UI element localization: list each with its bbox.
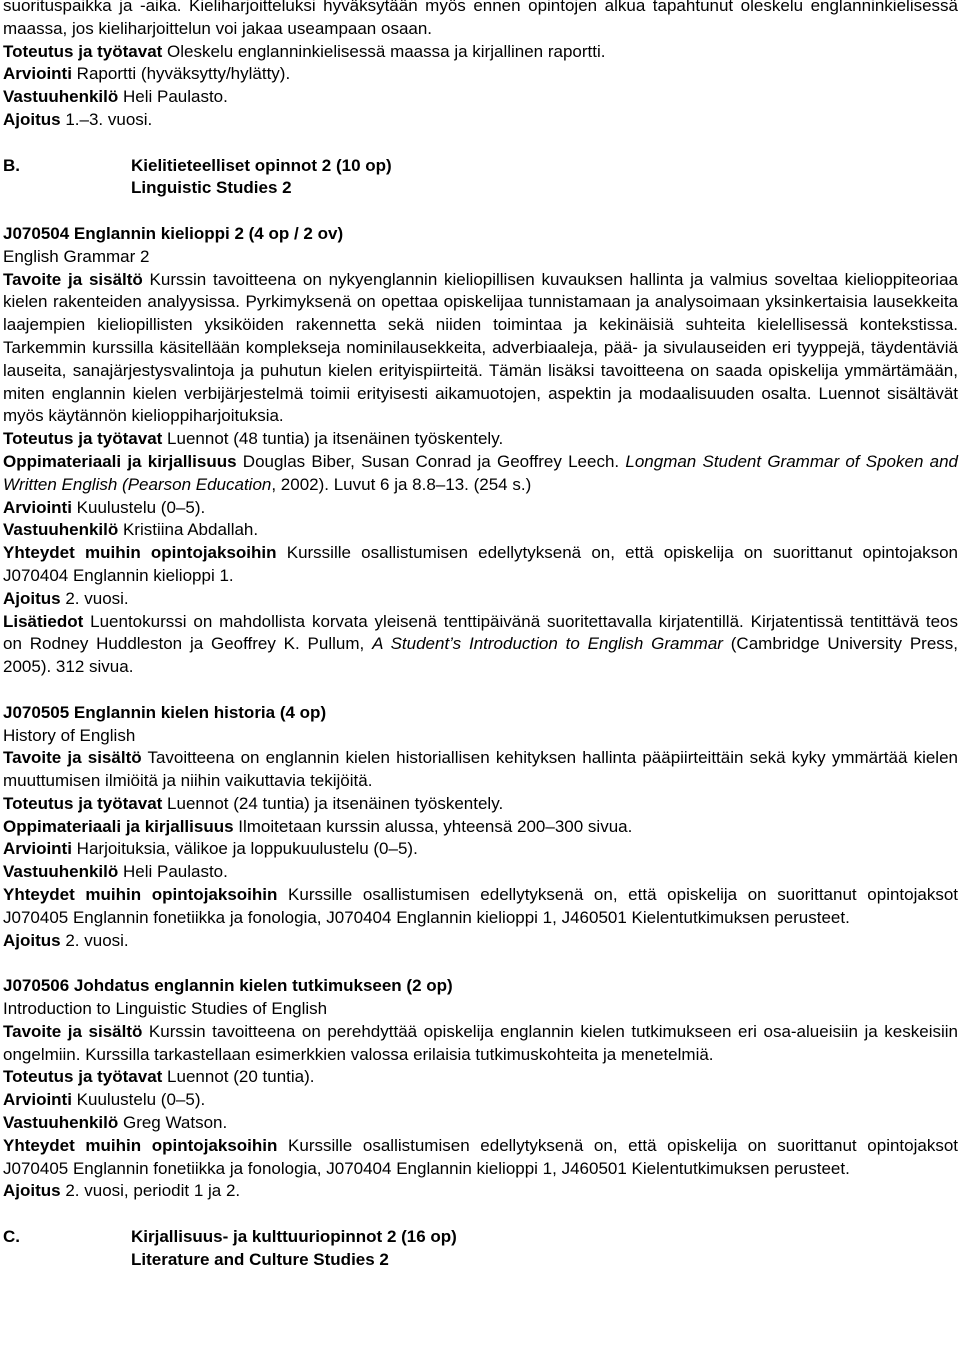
value: 2. vuosi.: [60, 588, 129, 608]
label: Toteutus ja työtavat: [3, 429, 163, 449]
course-tavoite: [3, 747, 958, 793]
label: Vastuuhenkilö: [3, 862, 119, 882]
value: Heli Paulasto.: [118, 87, 228, 107]
label: Toteutus ja työtavat: [3, 793, 163, 813]
value: Tavoitteena on englannin kielen historiallisen kehityksen hallinta pääpiirteittäin sekä kyky ymmärtää kielen muuttumisen ilmiöitä ja niihin vaikuttavia tekijöitä.: [3, 748, 958, 791]
value: Kurssille osallistumisen edellytyksenä on, että opiskelija on suorittanut opintojaksot J070405 Englannin fonetiikka ja fonologia, J070404 Englannin kielioppi 1, J460501 Kielentutkimuksen perusteet.: [3, 885, 959, 927]
value: Heli Paulasto.: [118, 862, 228, 882]
course-yhteydet: [3, 1135, 958, 1181]
course-title: J070506 Johdatus englannin kielen tutkimukseen (2 op): [3, 976, 453, 996]
section-c-heading: [3, 1226, 958, 1272]
label: Lisätiedot: [3, 611, 84, 631]
value: Kristiina Abdallah.: [118, 520, 259, 540]
value: (Cambridge University Press, 2005). 312 sivua.: [3, 634, 959, 677]
course-ajoitus: [3, 588, 958, 611]
course-j070504: [3, 223, 958, 679]
course-english-title: English Grammar 2: [3, 246, 150, 266]
course-vastuu: [3, 861, 958, 884]
course-j070505: [3, 702, 958, 953]
label: Arviointi: [3, 1090, 72, 1110]
course-ajoitus: [3, 1180, 958, 1203]
value: , 2002). Luvut 6 ja 8.8–13. (254 s.): [271, 474, 532, 494]
label: Tavoite ja sisältö: [3, 269, 143, 289]
label: Vastuuhenkilö: [3, 520, 119, 540]
section-letter: C.: [3, 1227, 20, 1247]
course-yhteydet: [3, 884, 958, 930]
course-oppimateriaali: [3, 816, 958, 839]
course-toteutus: [3, 428, 958, 451]
label: Ajoitus: [3, 588, 61, 608]
intro-vastuu: [3, 86, 958, 109]
value: Oleskelu englanninkielisessä maassa ja kirjallinen raportti.: [162, 41, 606, 61]
course-arviointi: [3, 497, 958, 520]
value: Luentokurssi on mahdollista korvata yleisenä tenttipäivänä suoritettavalla kirjatentillä. Kirjatentissä tentittävä teos on Rodney Huddleston ja Geoffrey K. Pullum,: [3, 611, 958, 654]
label: Ajoitus: [3, 930, 61, 950]
course-yhteydet: [3, 542, 958, 588]
course-oppimateriaali: [3, 451, 958, 497]
course-ajoitus: [3, 930, 958, 953]
label: Arviointi: [3, 839, 72, 859]
value: Greg Watson.: [118, 1113, 228, 1133]
label: Yhteydet muihin opintojaksoihin: [3, 885, 278, 905]
intro-paragraph: suorituspaikka ja -aika. Kieliharjoitteluksi hyväksytään myös ennen opintojen alkua tapahtunut oleskelu englanninkielisessä maassa, jos kieliharjoittelun voi jakaa useampaan osaan.: [3, 0, 958, 38]
value: Kurssille osallistumisen edellytyksenä on, että opiskelija on suorittanut opintojakson J070404 Englannin kielioppi 1.: [3, 543, 959, 585]
value: Luennot (48 tuntia) ja itsenäinen työskentely.: [162, 429, 504, 449]
label: Tavoite ja sisältö: [3, 748, 142, 768]
course-arviointi: [3, 1089, 958, 1112]
course-vastuu: [3, 1112, 958, 1135]
value: 1.–3. vuosi.: [60, 109, 153, 129]
course-english-title: Introduction to Linguistic Studies of English: [3, 999, 328, 1019]
value: Douglas Biber, Susan Conrad ja Geoffrey Leech.: [236, 451, 626, 471]
section-title: Kirjallisuus- ja kulttuuriopinnot 2 (16 op): [131, 1227, 457, 1247]
label: Tavoite ja sisältö: [3, 1021, 143, 1041]
book-title: Longman Student Grammar of Spoken and Written English (Pearson Education: [3, 451, 958, 494]
label: Yhteydet muihin opintojaksoihin: [3, 1135, 278, 1155]
section-letter: B.: [3, 155, 20, 175]
course-tavoite: [3, 269, 958, 429]
label: Vastuuhenkilö: [3, 1113, 119, 1133]
course-arviointi: [3, 838, 958, 861]
course-lisatiedot: [3, 611, 958, 679]
value: Ilmoitetaan kurssin alussa, yhteensä 200–300 sivua.: [233, 816, 633, 836]
label: Oppimateriaali ja kirjallisuus: [3, 451, 237, 471]
value: Kurssille osallistumisen edellytyksenä on, että opiskelija on suorittanut opintojaksot J070405 Englannin fonetiikka ja fonologia, J070404 Englannin kielioppi 1, J460501 Kielentutkimuksen perusteet.: [3, 1135, 959, 1178]
course-toteutus: [3, 1066, 958, 1089]
course-title: J070505 Englannin kielen historia (4 op): [3, 702, 327, 722]
label: Oppimateriaali ja kirjallisuus: [3, 816, 234, 836]
value: Harjoituksia, välikoe ja loppukuulustelu (0–5).: [71, 839, 418, 859]
value: Raportti (hyväksytty/hylätty).: [71, 64, 291, 84]
course-tavoite: [3, 1021, 958, 1067]
course-english-title: History of English: [3, 725, 136, 745]
value: Kuulustelu (0–5).: [71, 497, 206, 517]
label: Yhteydet muihin opintojaksoihin: [3, 543, 277, 563]
section-title: Kielitieteelliset opinnot 2 (10 op): [131, 155, 392, 175]
course-vastuu: [3, 519, 958, 542]
intro-toteutus: [3, 41, 958, 64]
course-toteutus: [3, 793, 958, 816]
label: Toteutus ja työtavat: [3, 41, 163, 61]
intro-arviointi: [3, 63, 958, 86]
course-title: J070504 Englannin kielioppi 2 (4 op / 2 ov): [3, 223, 344, 243]
label: Ajoitus: [3, 1181, 61, 1201]
section-subtitle: Linguistic Studies 2: [131, 178, 292, 198]
course-j070506: [3, 975, 958, 1203]
section-b-heading: [3, 155, 958, 201]
label: Arviointi: [3, 497, 72, 517]
value: Luennot (24 tuntia) ja itsenäinen työskentely.: [162, 793, 504, 813]
document-page: [3, 0, 958, 1272]
book-title: A Student’s Introduction to English Grammar: [372, 634, 723, 654]
value: 2. vuosi.: [60, 930, 129, 950]
label: Arviointi: [3, 64, 72, 84]
value: 2. vuosi, periodit 1 ja 2.: [60, 1181, 241, 1201]
label: Toteutus ja työtavat: [3, 1067, 163, 1087]
value: Kuulustelu (0–5).: [71, 1090, 206, 1110]
value: Kurssin tavoitteena on perehdyttää opiskelija englannin kielen tutkimukseen eri osa-alueisiin ja keskeisiin ongelmiin. Kurssilla tarkastellaan esimerkkien valossa erilaisia tutkimuskohteita ja menetelmiä.: [3, 1021, 958, 1064]
label: Ajoitus: [3, 109, 61, 129]
section-subtitle: Literature and Culture Studies 2: [131, 1249, 389, 1269]
intro-ajoitus: [3, 109, 958, 132]
value: Luennot (20 tuntia).: [162, 1067, 315, 1087]
value: Kurssin tavoitteena on nykyenglannin kieliopillisen kuvauksen hallinta ja valmius soveltaa kielioppiteoriaa kielen rakenteiden analyysissa. Pyrkimyksenä on opettaa opiskelijaa tunnistamaan ja analysoimaan yksinkertaisia lausekkeita laajempien kieliopillisten yksiköiden rakennetta sekä niiden toimintaa ja kekinäisiä suhteita kielellisessä kontekstissa. Tarkemmin kurssilla käsitellään komplekseja nominilausekkeita, adverbiaaleja, pää- ja sivulauseiden eri tyyppejä, täydentäviä lauseita, sanajärjestysvalintoja ja puhutun kielen erityispiirteitä. Tämän lisäksi tavoitteena on saada opiskelija ymmärtämään, miten englannin kielen verbijärjestelmä toimii erityisesti aikamuotojen, aspektin ja modaalisuuden osalta. Luennot sisältävät myös käytännön kielioppiharjoituksia.: [3, 269, 958, 426]
label: Vastuuhenkilö: [3, 87, 119, 107]
